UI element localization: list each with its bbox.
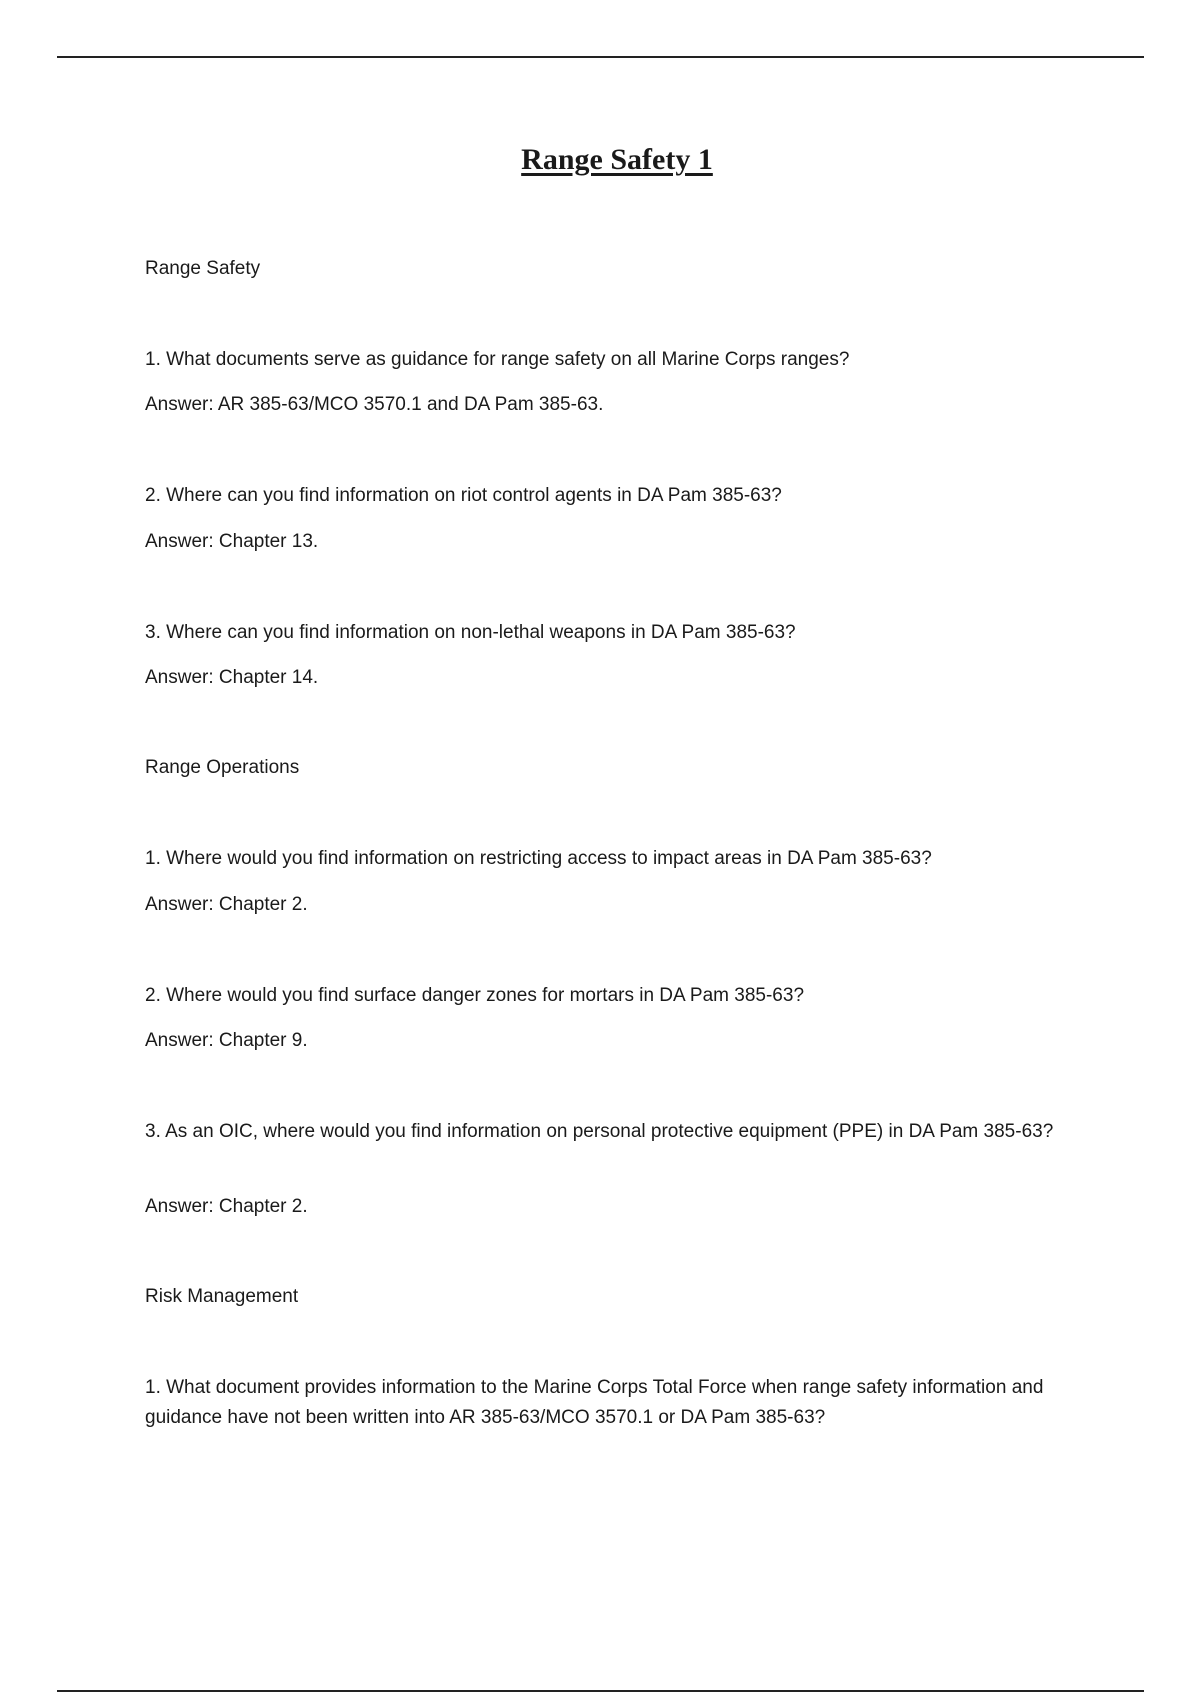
question-2: 2. Where can you find information on riot control agents in DA Pam 385-63?: [145, 485, 782, 506]
question-2: 2. Where would you find surface danger zones for mortars in DA Pam 385-63?: [145, 985, 805, 1006]
section-heading-range-operations: Range Operations: [145, 757, 300, 778]
answer-1: Answer: Chapter 2.: [145, 894, 308, 915]
question-3: 3. Where can you find information on non-lethal weapons in DA Pam 385-63?: [145, 622, 796, 643]
answer-3: Answer: Chapter 14.: [145, 667, 319, 688]
top-rule: [57, 56, 1144, 58]
question-3: 3. As an OIC, where would you find information on personal protective equipment (PPE) in DA Pam 385-63?: [145, 1121, 1054, 1142]
answer-3: Answer: Chapter 2.: [145, 1196, 308, 1217]
question-1: 1. Where would you find information on restricting access to impact areas in DA Pam 385-63?: [145, 848, 932, 869]
section-heading-range-safety: Range Safety: [145, 258, 261, 279]
bottom-rule: [57, 1690, 1144, 1692]
answer-1: Answer: AR 385-63/MCO 3570.1 and DA Pam 385-63.: [145, 394, 604, 415]
document-title: Range Safety 1: [521, 143, 713, 176]
answer-2: Answer: Chapter 9.: [145, 1030, 308, 1051]
section-heading-risk-management: Risk Management: [145, 1286, 299, 1307]
question-1: 1. What document provides information to the Marine Corps Total Force when range safety information and guidance have not been written into AR 385-63/MCO 3570.1 or DA Pam 385-63?: [145, 1377, 1044, 1428]
answer-2: Answer: Chapter 13.: [145, 531, 319, 552]
question-1: 1. What documents serve as guidance for range safety on all Marine Corps ranges?: [145, 349, 850, 370]
